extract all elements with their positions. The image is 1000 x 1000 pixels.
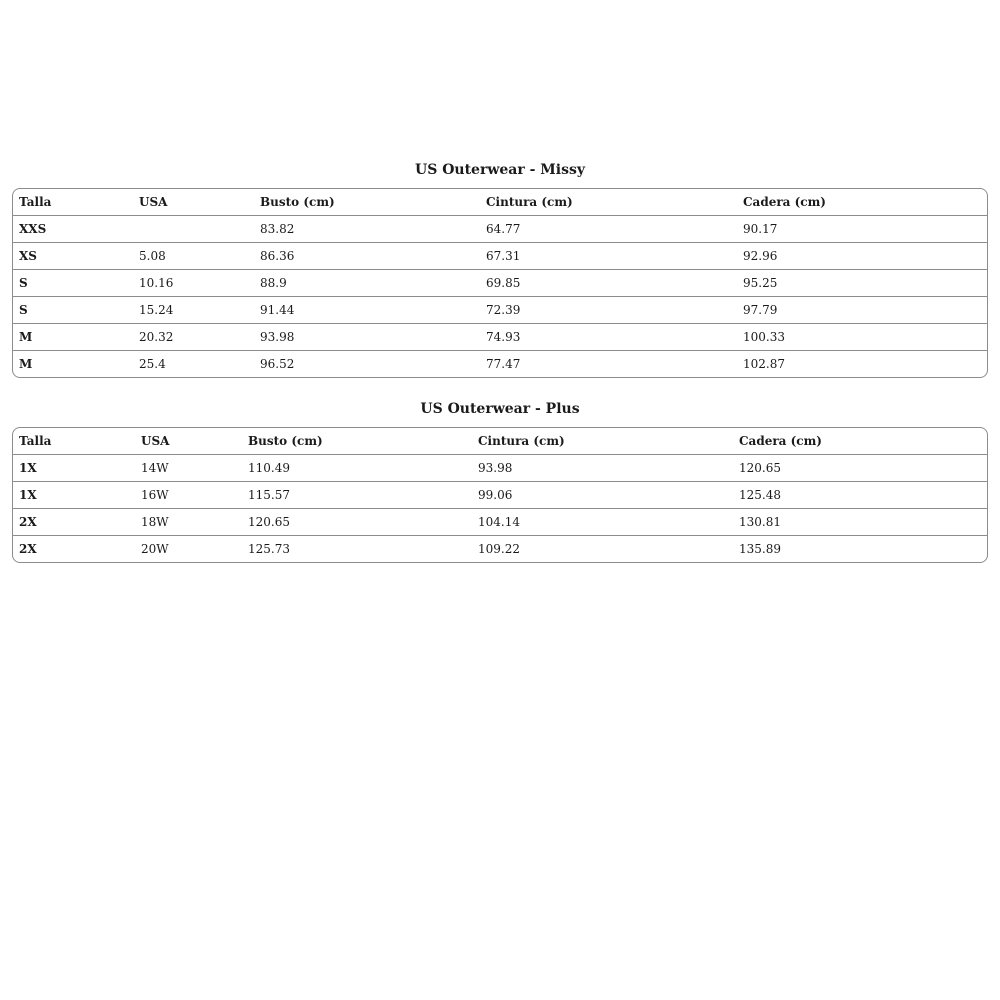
cell-usa (133, 216, 254, 243)
cell-cadera: 100.33 (737, 324, 988, 351)
cell-cintura: 64.77 (480, 216, 737, 243)
cell-usa: 10.16 (133, 270, 254, 297)
cell-cintura: 72.39 (480, 297, 737, 324)
cell-cadera: 135.89 (733, 536, 988, 563)
plus-table-container (12, 427, 988, 563)
missy-table-title: US Outerwear - Missy (415, 162, 585, 178)
cell-busto: 96.52 (254, 351, 480, 378)
header-cadera: Cadera (cm) (743, 195, 826, 209)
cell-busto: 93.98 (254, 324, 480, 351)
table-row (13, 536, 988, 563)
plus-table-title: US Outerwear - Plus (420, 401, 580, 417)
cell-cadera: 90.17 (737, 216, 988, 243)
cell-cadera: 95.25 (737, 270, 988, 297)
cell-busto: 115.57 (242, 482, 472, 509)
header-cintura: Cintura (cm) (478, 434, 565, 448)
cell-usa: 20.32 (133, 324, 254, 351)
cell-talla: 2X (13, 536, 135, 563)
cell-busto: 86.36 (254, 243, 480, 270)
table-row (13, 216, 988, 243)
cell-usa: 15.24 (133, 297, 254, 324)
table-header-row (13, 189, 988, 216)
cell-busto: 83.82 (254, 216, 480, 243)
table-header-row (13, 428, 988, 455)
table-row (13, 297, 988, 324)
missy-table-container (12, 188, 988, 378)
cell-talla: 2X (13, 509, 135, 536)
cell-usa: 5.08 (133, 243, 254, 270)
cell-talla: S (13, 297, 133, 324)
cell-talla: M (13, 324, 133, 351)
cell-talla: M (13, 351, 133, 378)
cell-cintura: 93.98 (472, 455, 733, 482)
cell-cadera: 125.48 (733, 482, 988, 509)
table-row (13, 482, 988, 509)
cell-cadera: 120.65 (733, 455, 988, 482)
table-row (13, 455, 988, 482)
cell-cadera: 102.87 (737, 351, 988, 378)
cell-usa: 16W (135, 482, 242, 509)
header-cintura: Cintura (cm) (486, 195, 573, 209)
cell-cintura: 104.14 (472, 509, 733, 536)
cell-usa: 20W (135, 536, 242, 563)
size-chart-page (12, 160, 988, 584)
table-row (13, 270, 988, 297)
header-busto: Busto (cm) (248, 434, 323, 448)
cell-busto: 110.49 (242, 455, 472, 482)
cell-usa: 25.4 (133, 351, 254, 378)
cell-cintura: 77.47 (480, 351, 737, 378)
table-row (13, 324, 988, 351)
table-row (13, 351, 988, 378)
cell-busto: 88.9 (254, 270, 480, 297)
missy-size-section (12, 160, 988, 378)
header-busto: Busto (cm) (260, 195, 335, 209)
cell-busto: 125.73 (242, 536, 472, 563)
cell-cadera: 130.81 (733, 509, 988, 536)
table-row (13, 509, 988, 536)
cell-cintura: 67.31 (480, 243, 737, 270)
cell-usa: 14W (135, 455, 242, 482)
cell-usa: 18W (135, 509, 242, 536)
cell-cintura: 74.93 (480, 324, 737, 351)
header-usa: USA (139, 195, 168, 209)
cell-talla: S (13, 270, 133, 297)
cell-talla: 1X (13, 455, 135, 482)
cell-talla: XXS (13, 216, 133, 243)
missy-size-table (13, 189, 988, 377)
cell-talla: XS (13, 243, 133, 270)
cell-busto: 120.65 (242, 509, 472, 536)
cell-cintura: 99.06 (472, 482, 733, 509)
plus-size-section (12, 399, 988, 563)
table-row (13, 243, 988, 270)
cell-busto: 91.44 (254, 297, 480, 324)
cell-cadera: 97.79 (737, 297, 988, 324)
header-talla: Talla (19, 195, 52, 209)
cell-cadera: 92.96 (737, 243, 988, 270)
plus-size-table (13, 428, 988, 562)
cell-cintura: 109.22 (472, 536, 733, 563)
cell-cintura: 69.85 (480, 270, 737, 297)
header-usa: USA (141, 434, 170, 448)
cell-talla: 1X (13, 482, 135, 509)
header-talla: Talla (19, 434, 52, 448)
header-cadera: Cadera (cm) (739, 434, 822, 448)
